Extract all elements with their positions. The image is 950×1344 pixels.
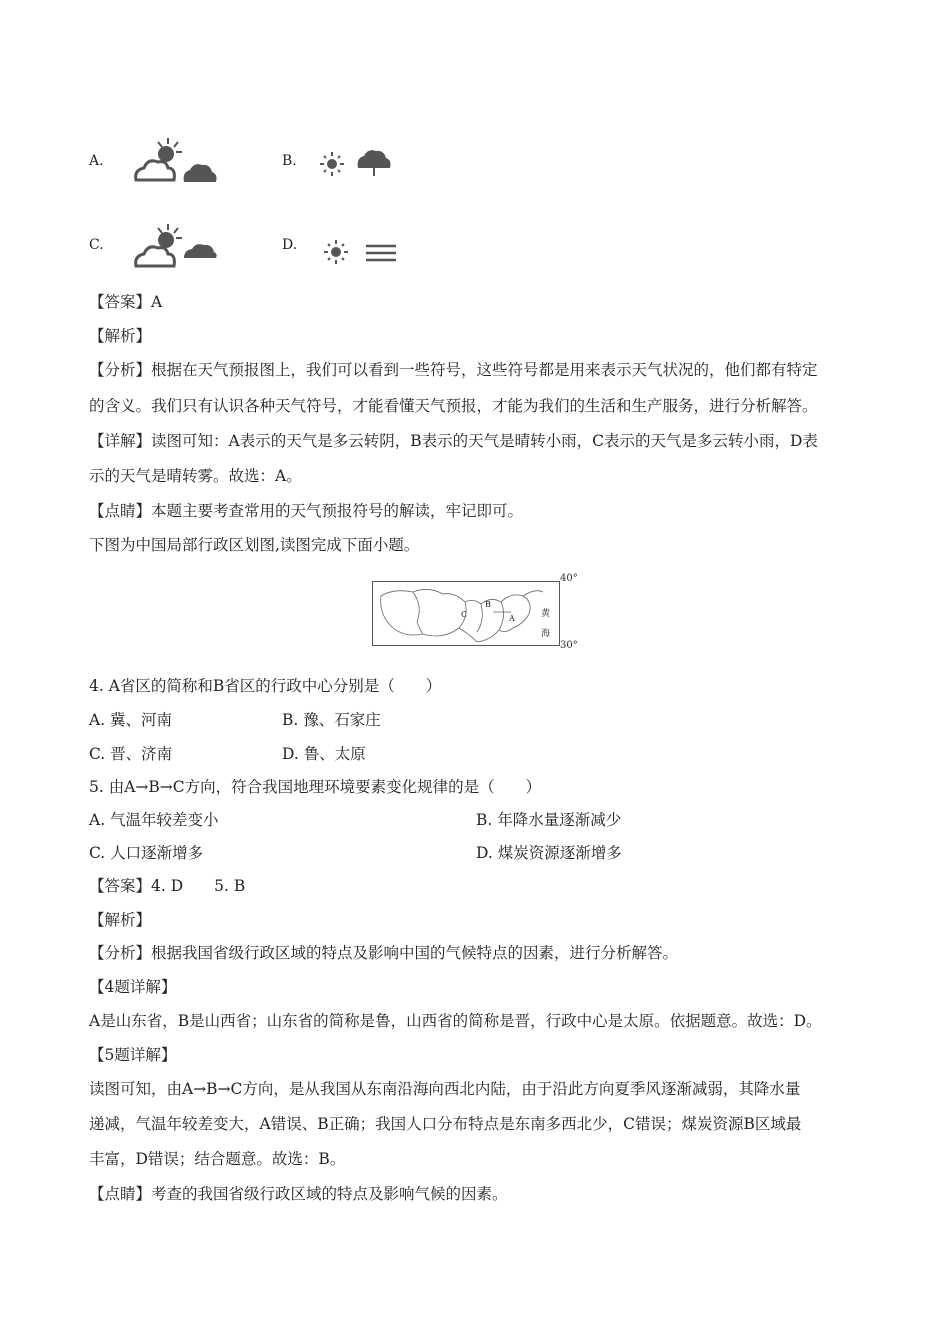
q3-fenxi-line-1: 【分析】根据在天气预报图上，我们可以看到一些符号，这些符号都是用来表示天气状况的，他们都有特定 (89, 361, 818, 379)
map-label-c: C (461, 610, 468, 619)
option-d-label: D. (282, 237, 298, 253)
q4-option-c: C. 晋、济南 (89, 745, 173, 763)
q4-option-d: D. 鲁、太原 (282, 745, 366, 763)
q5-stem: 5. 由A→B→C方向，符合我国地理环境要素变化规律的是（ ） (89, 778, 542, 796)
option-c-label: C. (89, 237, 104, 253)
q45-fenxi: 【分析】根据我国省级行政区域的特点及影响中国的气候特点的因素，进行分析解答。 (89, 944, 679, 962)
q4-detail-heading: 【4题详解】 (89, 978, 177, 996)
q5-option-b: B. 年降水量逐渐减少 (476, 811, 622, 829)
sunny-to-fog-icon (322, 238, 402, 270)
q5-detail-line-3: 丰富，D错误；结合题意。故选：B。 (89, 1150, 346, 1168)
partly-cloudy-to-overcast-icon (130, 136, 220, 186)
q3-analysis-heading: 【解析】 (89, 327, 152, 345)
map-label-b: B (485, 600, 491, 609)
q4-option-b: B. 豫、石家庄 (282, 711, 381, 729)
q5-detail-line-1: 读图可知，由A→B→C方向，是从我国从东南沿海向西北内陆，由于沿此方向夏季风逐渐减弱，其降水量 (89, 1080, 801, 1098)
q3-fenxi-line-2: 的含义。我们只有认识各种天气符号，才能看懂天气预报，才能为我们的生活和生产服务，进行分析解答。 (89, 397, 818, 415)
q4-detail: A是山东省，B是山西省；山东省的简称是鲁，山西省的简称是晋，行政中心是太原。依据题意。故选：D。 (89, 1012, 822, 1030)
option-a-label: A. (89, 153, 104, 169)
q4-stem: 4. A省区的简称和B省区的行政中心分别是（ ） (89, 677, 442, 695)
q4-option-a: A. 冀、河南 (89, 711, 173, 729)
option-b-label: B. (282, 153, 297, 169)
sunny-to-rain-icon (318, 146, 398, 186)
q5-option-d: D. 煤炭资源逐渐增多 (476, 844, 622, 862)
q45-analysis-heading: 【解析】 (89, 911, 152, 929)
q5-detail-heading: 【5题详解】 (89, 1046, 177, 1064)
map-label-a: A (509, 614, 515, 623)
q45-answer: 【答案】4. D 5. B (89, 877, 246, 895)
partly-cloudy-to-rain-icon (130, 222, 220, 272)
map-sea-label-1: 黄 (541, 609, 551, 619)
q5-option-c: C. 人口逐渐增多 (89, 844, 204, 862)
q5-detail-line-2: 递减，气温年较差变大，A错误、B正确；我国人口分布特点是东南多西北少，C错误；煤炭资源B区域最 (89, 1115, 802, 1133)
q3-xiangjie-line-1: 【详解】读图可知：A表示的天气是多云转阴，B表示的天气是晴转小雨，C表示的天气是多云转小雨，D表 (89, 432, 818, 450)
q45-dianjing: 【点睛】考查的我国省级行政区域的特点及影响气候的因素。 (89, 1185, 508, 1203)
latitude-40: 40° (560, 573, 578, 584)
q5-option-a: A. 气温年较差变小 (89, 811, 219, 829)
q3-answer: 【答案】A (89, 293, 163, 311)
latitude-30: 30° (560, 640, 578, 651)
china-regional-map (372, 581, 560, 646)
q3-dianjing: 【点睛】本题主要考查常用的天气预报符号的解读，牢记即可。 (89, 502, 524, 520)
map-sea-label-2: 海 (541, 629, 551, 639)
q3-xiangjie-line-2: 示的天气是晴转雾。故选：A。 (89, 467, 302, 485)
map-intro: 下图为中国局部行政区划图,读图完成下面小题。 (89, 536, 420, 554)
